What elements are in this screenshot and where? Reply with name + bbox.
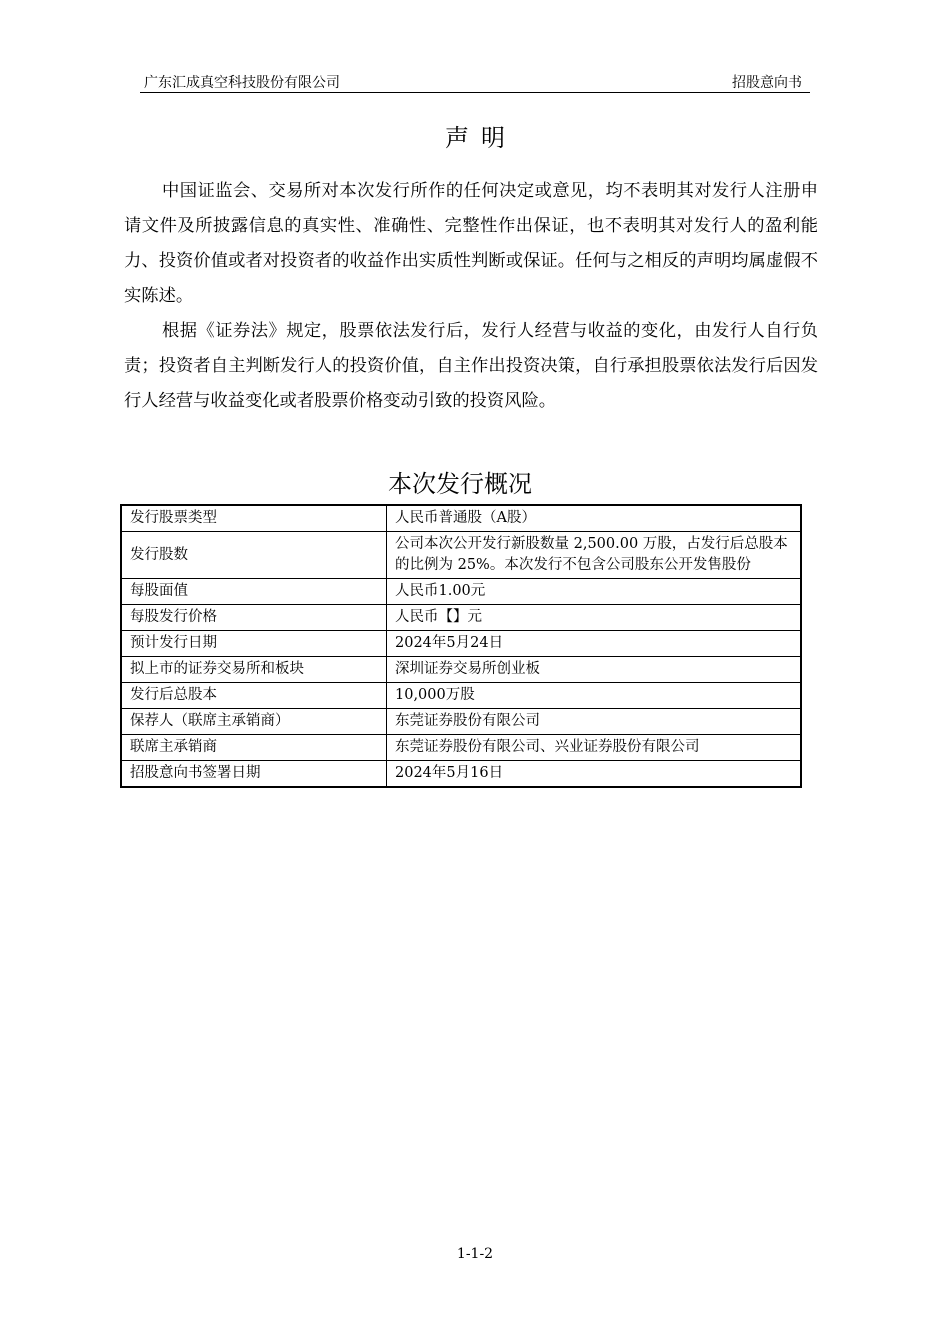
row-label: 招股意向书签署日期 xyxy=(121,761,387,788)
page-number: 1-1-2 xyxy=(456,1246,494,1262)
row-value: 2024年5月16日 xyxy=(387,761,802,788)
row-label: 发行后总股本 xyxy=(121,683,387,709)
overview-title: 本次发行概况 xyxy=(388,470,532,498)
row-value: 2024年5月24日 xyxy=(387,631,802,657)
declaration-title: 声明 xyxy=(445,124,517,152)
table-row xyxy=(121,683,801,709)
table-row xyxy=(121,735,801,761)
table-row xyxy=(121,631,801,657)
header-company-name: 广东汇成真空科技股份有限公司 xyxy=(144,75,340,91)
row-label: 发行股票类型 xyxy=(121,505,387,532)
table-row xyxy=(121,579,801,605)
table-row xyxy=(121,709,801,735)
table-row xyxy=(121,605,801,631)
row-value: 10,000万股 xyxy=(387,683,802,709)
row-value: 公司本次公开发行新股数量 2,500.00 万股，占发行后总股本的比例为 25%。本次发行不包含公司股东公开发售股份 xyxy=(387,532,802,579)
declaration-paragraph-1: 中国证监会、交易所对本次发行所作的任何决定或意见，均不表明其对发行人注册申请文件及所披露信息的真实性、准确性、完整性作出保证，也不表明其对发行人的盈利能力、投资价值或者对投资者的收益作出实质性判断或保证。任何与之相反的声明均属虚假不实陈述。 xyxy=(124,181,818,306)
row-label: 预计发行日期 xyxy=(121,631,387,657)
table-row xyxy=(121,761,801,788)
issuance-overview-table xyxy=(120,504,802,788)
table-row xyxy=(121,505,801,532)
row-value: 人民币【】元 xyxy=(387,605,802,631)
header-document-type: 招股意向书 xyxy=(732,75,802,91)
row-value: 东莞证券股份有限公司、兴业证券股份有限公司 xyxy=(387,735,802,761)
row-label: 拟上市的证券交易所和板块 xyxy=(121,657,387,683)
row-label: 每股发行价格 xyxy=(121,605,387,631)
row-label: 发行股数 xyxy=(121,532,387,579)
row-label: 保荐人（联席主承销商） xyxy=(121,709,387,735)
table-row xyxy=(121,532,801,579)
row-value: 人民币普通股（A股） xyxy=(387,505,802,532)
row-value: 人民币1.00元 xyxy=(387,579,802,605)
row-label: 每股面值 xyxy=(121,579,387,605)
table-row xyxy=(121,657,801,683)
declaration-paragraph-2: 根据《证券法》规定，股票依法发行后，发行人经营与收益的变化，由发行人自行负责；投资者自主判断发行人的投资价值，自主作出投资决策，自行承担股票依法发行后因发行人经营与收益变化或者股票价格变动引致的投资风险。 xyxy=(124,321,818,411)
page-header xyxy=(140,70,810,93)
row-value: 东莞证券股份有限公司 xyxy=(387,709,802,735)
row-value: 深圳证券交易所创业板 xyxy=(387,657,802,683)
row-label: 联席主承销商 xyxy=(121,735,387,761)
